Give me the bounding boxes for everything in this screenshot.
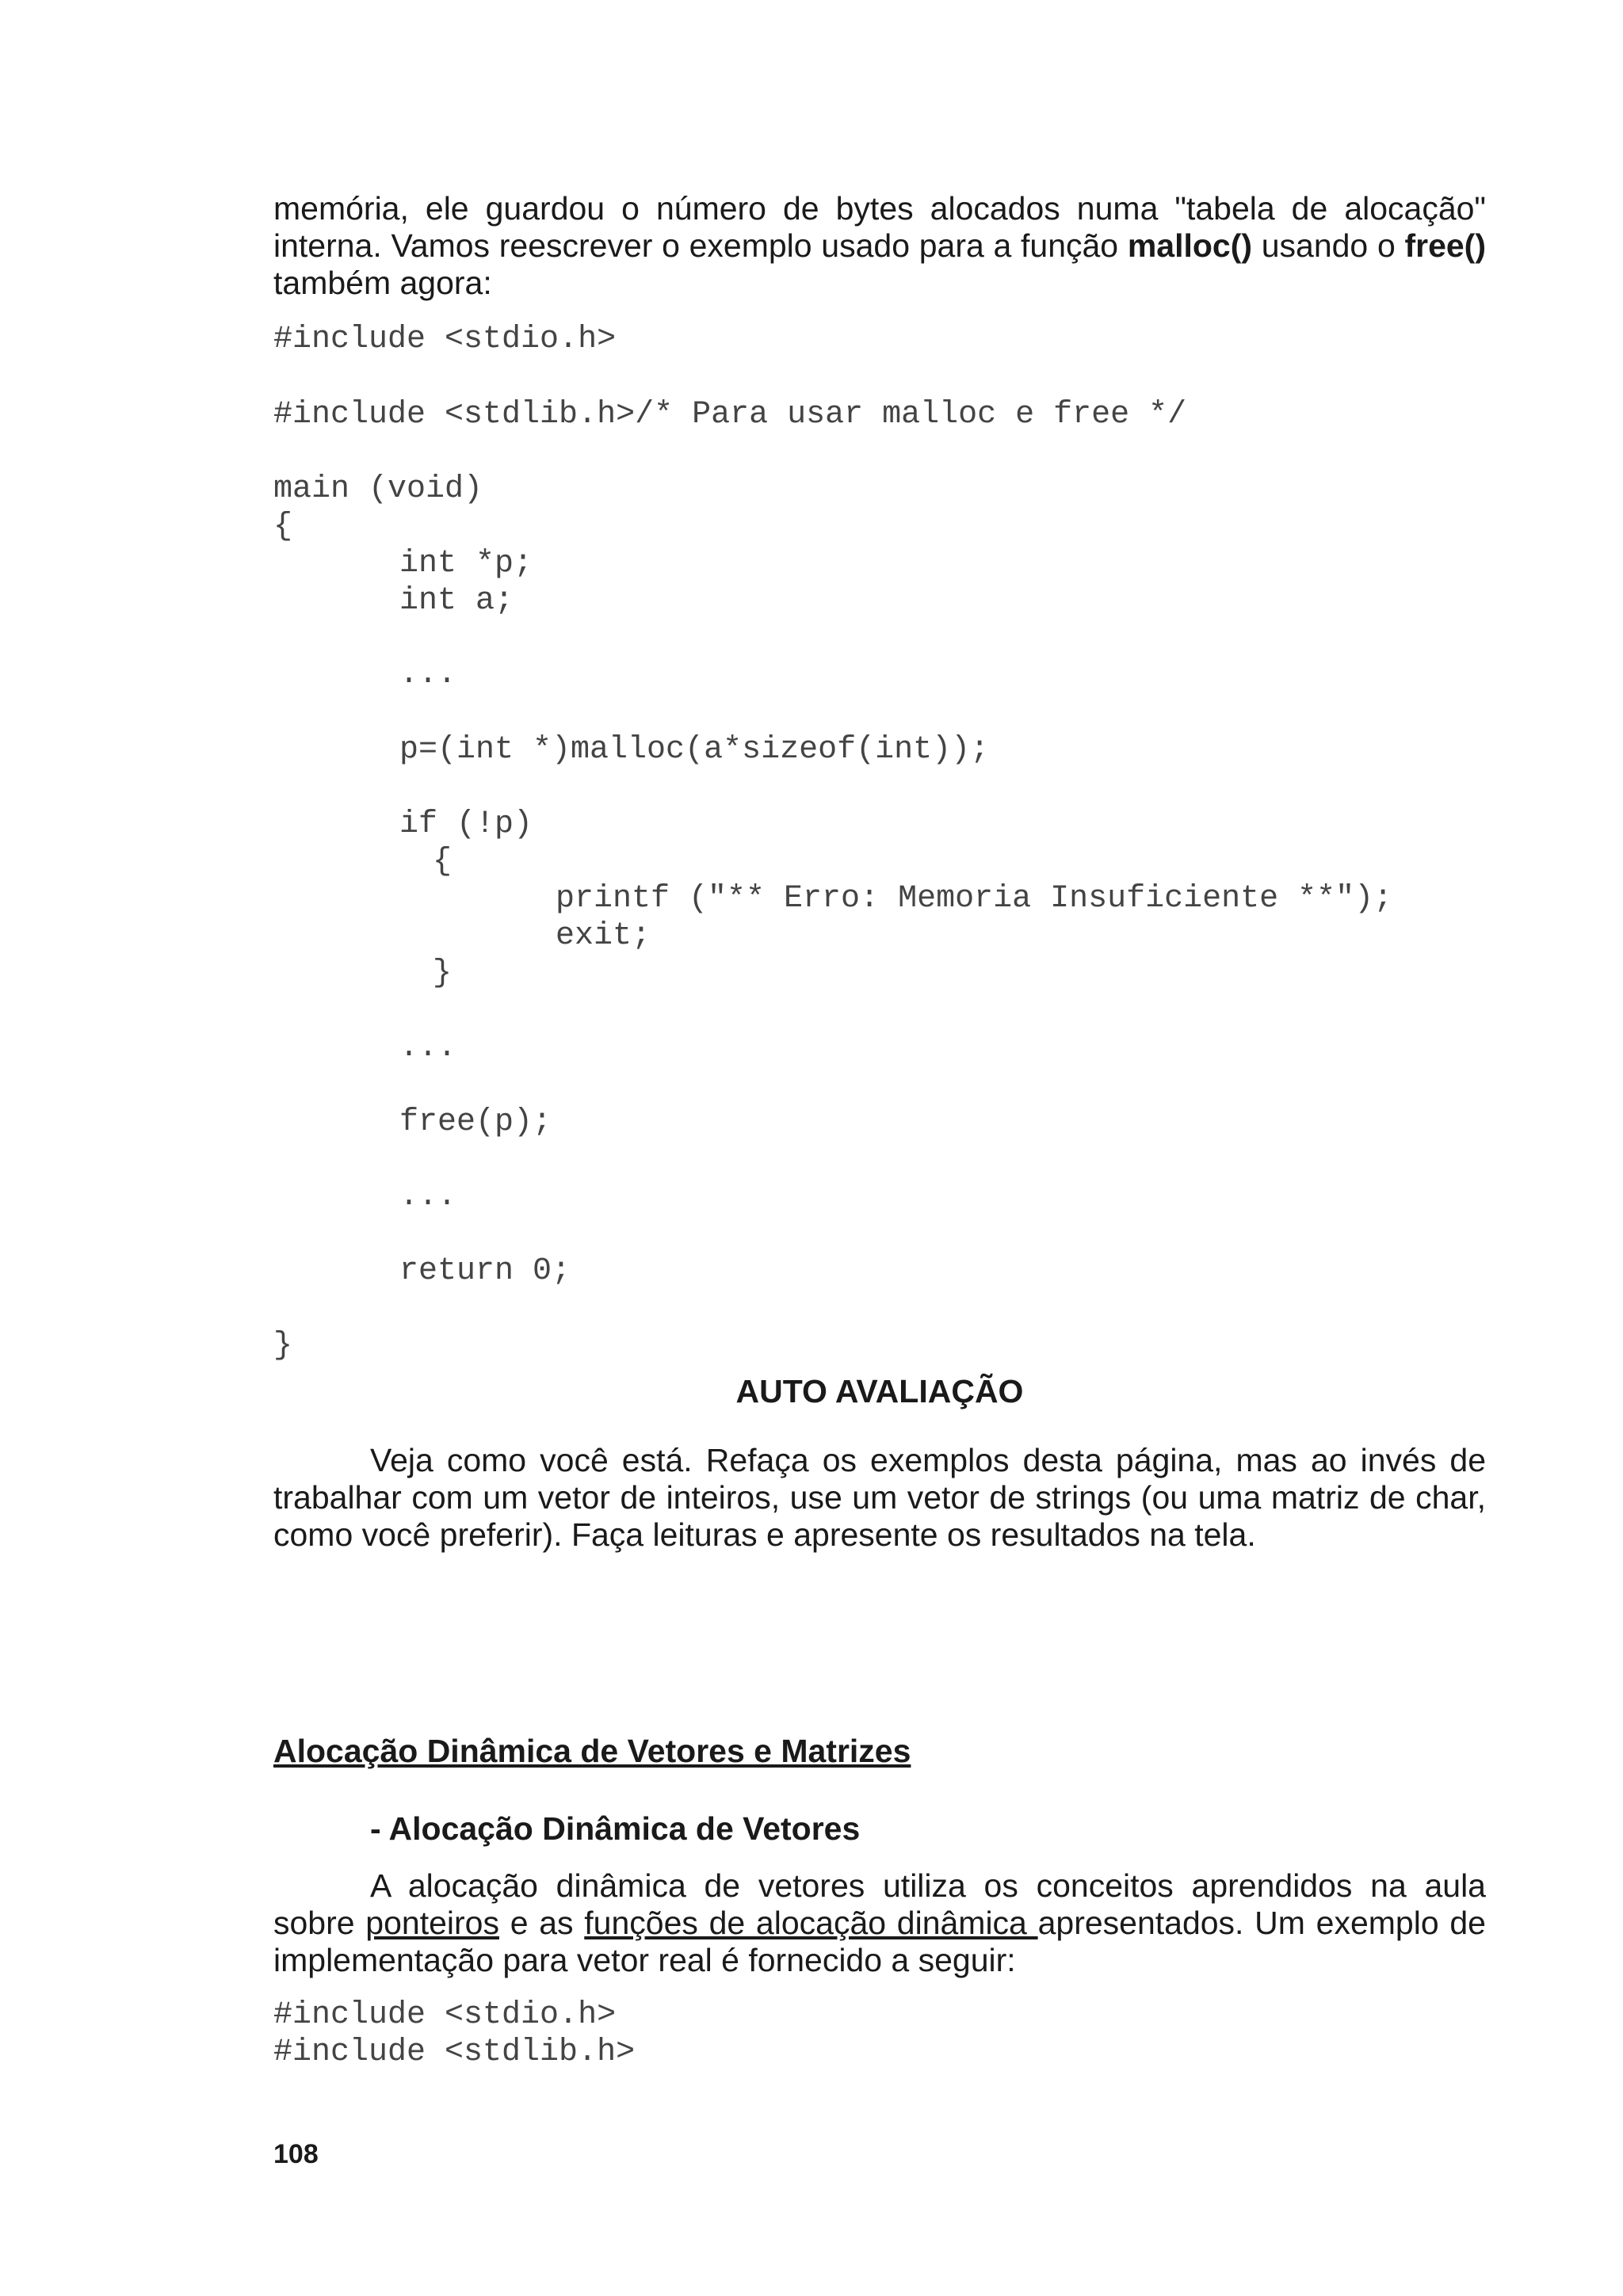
code-line: #include <stdlib.h>/* Para usar malloc e free */ <box>273 397 1187 433</box>
section-text-1: A alocação dinâmica de vetores utiliza os conceitos aprendidos na aula sobre <box>273 1867 1486 1941</box>
section-paragraph <box>273 1867 1486 1979</box>
section-text-2: e as <box>498 1905 585 1941</box>
code-line: int a; <box>399 583 514 619</box>
code-line: main (void) <box>273 471 483 507</box>
intro-text-3: também agora: <box>273 265 492 301</box>
section-title: Alocação Dinâmica de Vetores e Matrizes <box>273 1733 911 1769</box>
auto-avaliacao-heading: AUTO AVALIAÇÃO <box>735 1373 1024 1409</box>
intro-text-2: usando o <box>1252 227 1405 264</box>
code-line: if (!p) <box>399 807 533 842</box>
funcoes-alocacao-link[interactable]: funções de alocação dinâmica <box>584 1905 1038 1941</box>
code-line: exit; <box>556 918 651 954</box>
code-line: ... <box>399 657 457 692</box>
code-line: #include <stdlib.h> <box>273 2035 636 2070</box>
intro-text-1: memória, ele guardou o número de bytes alocados numa "tabela de alocação" interna. Vamos reescrever o exemplo usado para a função <box>273 190 1486 264</box>
code-line: printf ("** Erro: Memoria Insuficiente **"); <box>556 881 1393 917</box>
intro-paragraph <box>273 190 1486 302</box>
page-number: 108 <box>273 2139 319 2169</box>
code-line: free(p); <box>399 1104 552 1140</box>
code-line: #include <stdio.h> <box>273 1997 617 2033</box>
code-line: ... <box>399 1179 457 1215</box>
code-line: } <box>433 955 453 991</box>
code-line: ... <box>399 1030 457 1066</box>
section-text-3: apresentados. Um exemplo de implementação para vetor real é fornecido a seguir: <box>273 1905 1486 1978</box>
code-line: p=(int *)malloc(a*sizeof(int)); <box>399 732 990 768</box>
free-bold: free() <box>1404 227 1486 264</box>
code-line: { <box>273 509 293 544</box>
code-line: { <box>433 844 453 879</box>
malloc-bold: malloc() <box>1127 227 1253 264</box>
ponteiros-link[interactable]: ponteiros <box>365 1905 499 1941</box>
code-line: #include <stdio.h> <box>273 322 617 357</box>
section-subtitle: - Alocação Dinâmica de Vetores <box>370 1810 861 1847</box>
code-line: int *p; <box>399 546 533 582</box>
code-line: } <box>273 1328 293 1363</box>
code-line: return 0; <box>399 1253 571 1289</box>
auto-avaliacao-paragraph: Veja como você está. Refaça os exemplos desta página, mas ao invés de trabalhar com um vetor de inteiros, use um vetor de strings (ou uma matriz de char, como você preferir). Faça leituras e apresente os resultados na tela. <box>273 1442 1486 1553</box>
